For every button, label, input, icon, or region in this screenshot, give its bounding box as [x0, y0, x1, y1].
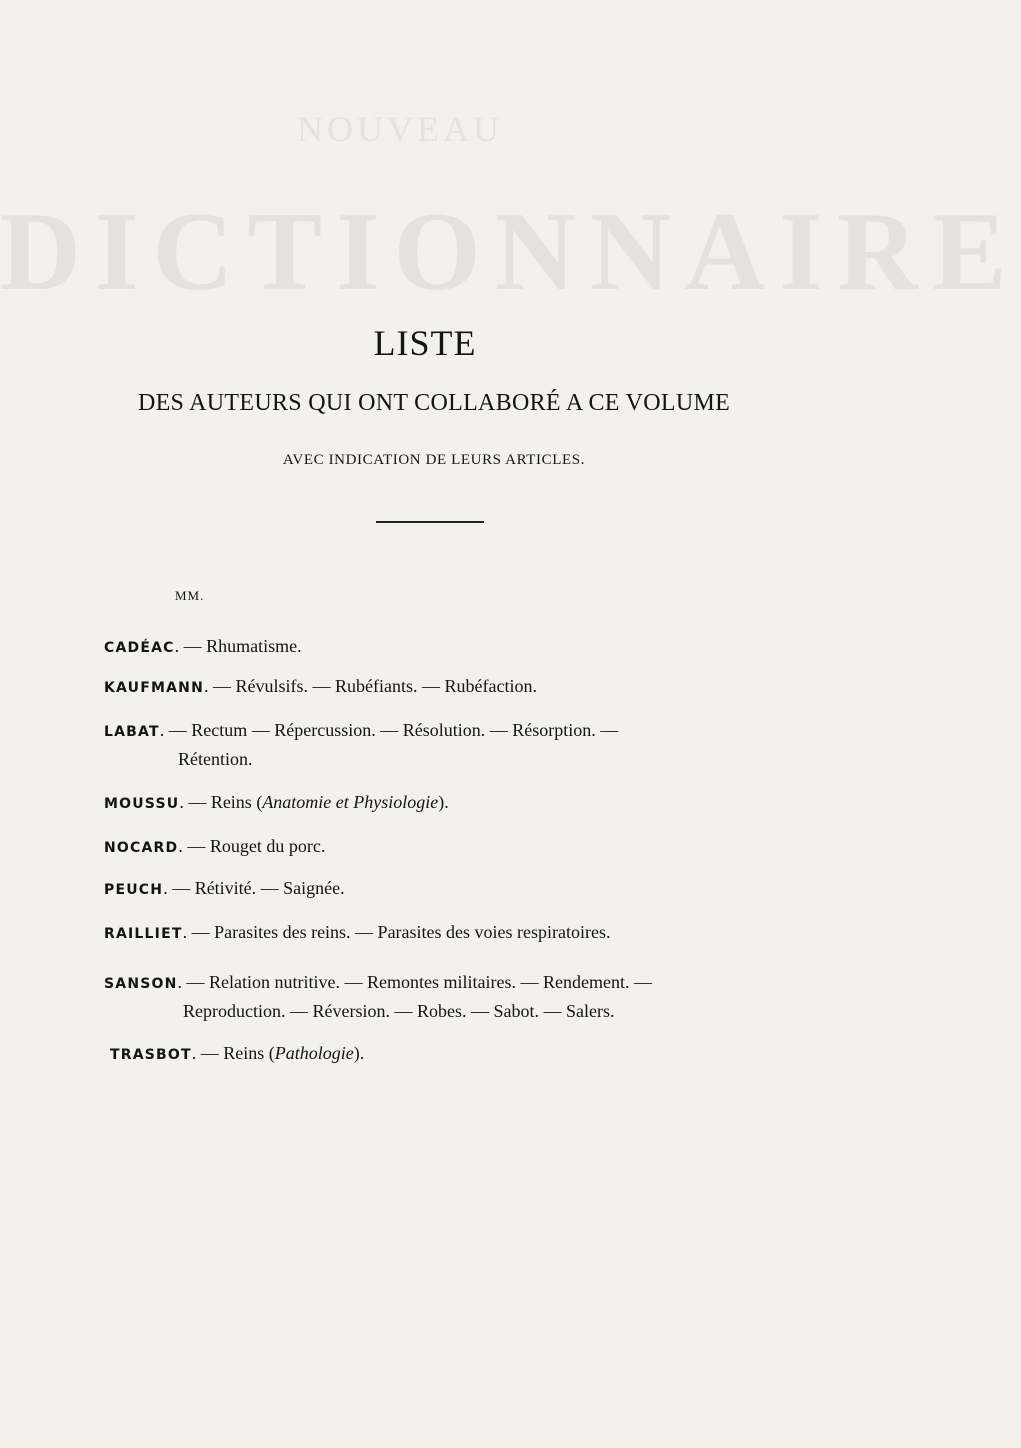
author-entry-peuch	[104, 878, 794, 899]
author-articles-italic: Pathologie	[274, 1043, 354, 1063]
author-articles: . — Relation nutritive. — Remontes militaires. — Rendement. —	[177, 972, 652, 992]
author-articles: . — Rétivité. — Saignée.	[163, 878, 345, 898]
author-name: PEUCH	[104, 882, 164, 898]
author-articles: . — Reins (	[179, 792, 263, 812]
author-name: MOUSSU	[104, 796, 180, 812]
author-entry-sanson	[104, 972, 794, 993]
author-entry-nocard	[104, 836, 794, 857]
author-entry-labat	[104, 720, 794, 741]
page-caption: AVEC INDICATION DE LEURS ARTICLES.	[282, 452, 586, 468]
author-entry-trasbot	[110, 1043, 800, 1064]
author-name: CADÉAC	[104, 640, 175, 656]
author-name: LABAT	[104, 724, 160, 740]
author-entry-railliet	[104, 922, 794, 943]
bleed-through-text-big: DICTIONNAIRE	[0, 190, 1021, 314]
author-entry-moussu	[104, 792, 794, 813]
bleed-through-text-small: NOUVEAU	[297, 109, 503, 149]
salutation: MM.	[175, 588, 205, 603]
author-name: RAILLIET	[104, 926, 183, 942]
divider-rule	[376, 521, 484, 523]
page-title: LISTE	[373, 323, 477, 363]
author-articles: . — Parasites des reins. — Parasites des voies respiratoires.	[182, 922, 611, 942]
author-articles-end: ).	[438, 792, 449, 812]
author-articles: . — Reins (	[191, 1043, 275, 1063]
author-articles: . — Rouget du porc.	[178, 836, 326, 856]
author-articles-continuation: Rétention.	[178, 749, 253, 769]
author-articles-continuation: Reproduction. — Réversion. — Robes. — Sabot. — Salers.	[183, 1001, 615, 1021]
author-name: NOCARD	[104, 840, 179, 856]
author-articles: . — Révulsifs. — Rubéfiants. — Rubéfaction.	[204, 676, 537, 696]
author-articles: . — Rectum — Répercussion. — Résolution. — Résorption. —	[159, 720, 619, 740]
author-articles: . — Rhumatisme.	[174, 636, 302, 656]
author-articles-end: ).	[353, 1043, 365, 1063]
author-entry-cadeac	[104, 636, 794, 657]
author-articles-italic: Anatomie et Physiologie	[262, 792, 439, 812]
page-subtitle: DES AUTEURS QUI ONT COLLABORÉ A CE VOLUME	[137, 390, 731, 416]
author-name: TRASBOT	[110, 1047, 192, 1063]
author-name: SANSON	[104, 976, 178, 992]
author-name: KAUFMANN	[104, 680, 204, 696]
author-entry-kaufmann	[104, 676, 794, 697]
